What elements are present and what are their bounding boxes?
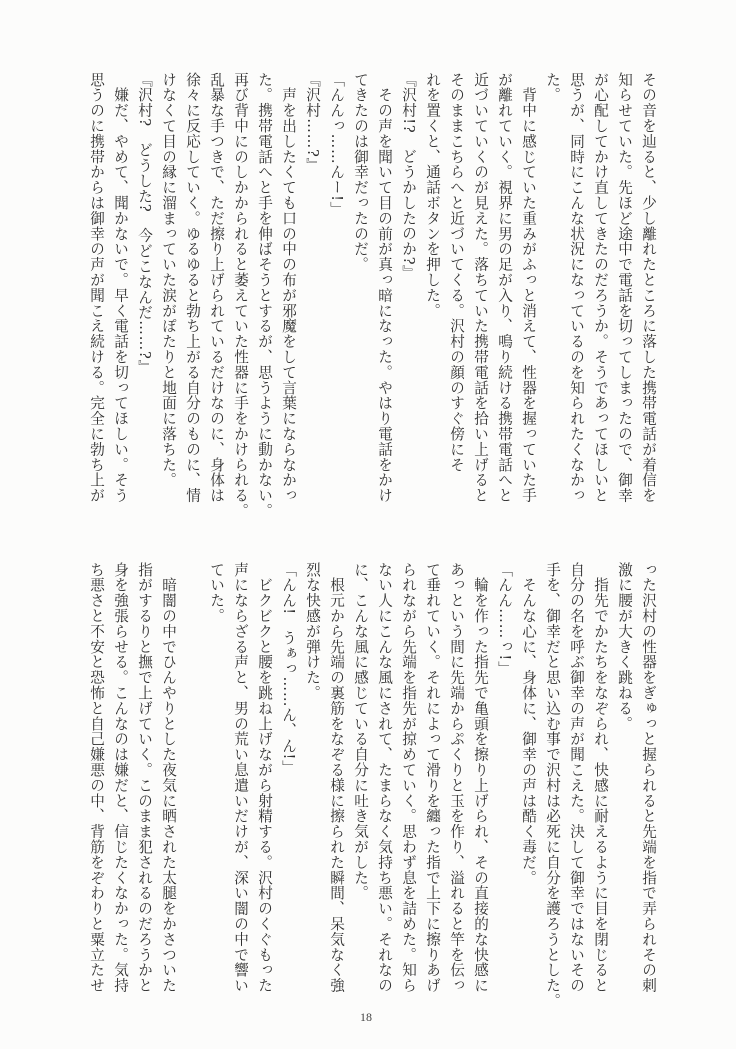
text-column: に、こんな風に感じている自分に吐き気がした。 <box>352 562 369 901</box>
text-column: 手を、御幸だと思い込む事で沢村は必死に自分を護ろうとした。 <box>544 562 561 1009</box>
text-column: ビクビクと腰を跳ね上げながら射精する。沢村のくぐもった <box>256 562 273 994</box>
text-column: あっという間に先端からぷくりと玉を作り、溢れると竿を伝っ <box>448 562 465 994</box>
text-column: 嫌だ、やめて、聞かないで。早く電話を切ってほしい。そう <box>112 72 129 504</box>
text-column: ち悪さと不安と恐怖と自己嫌悪の中、背筋をぞわりと粟立たせ <box>88 562 105 994</box>
text-column: られながら先端を指先が掠めていく。思わず息を詰めた。知ら <box>400 562 417 994</box>
text-column: 自分の名を呼ぶ御幸の声が聞こえた。決して御幸ではないその <box>568 562 585 994</box>
text-column: てきたのは御幸だったのだ。 <box>352 72 369 273</box>
text-column: が心配してかけ直してきたのだろうか。そうであってほしいと <box>592 72 609 504</box>
text-column: 思うのに携帯からは御幸の声が聞こえ続ける。完全に勃ち上が <box>88 72 105 504</box>
text-column: 激に腰が大きく跳ねる。 <box>616 562 633 732</box>
text-column: った沢村の性器をぎゅっと握られると先端を指で弄られその刺 <box>640 562 657 994</box>
text-column: 背中に感じていた重みがふっと消えて、性器を握っていた手 <box>520 72 537 504</box>
text-column: その音を辿ると、少し離れたところに落した携帯電話が着信を <box>640 72 657 504</box>
text-column <box>180 562 204 1002</box>
text-column: 「んん! うぁっ……ん、ん!」 <box>280 562 297 776</box>
text-column: ていた。 <box>208 562 225 624</box>
text-column: 『沢村……?』 <box>304 72 321 174</box>
text-column: 近づいていくのが見えた。落ちていた携帯電話を拾い上げると <box>472 72 489 504</box>
text-column: 声を出したくても口の中の布が邪魔をして言葉にならなかっ <box>280 72 297 504</box>
text-column: た。 <box>544 72 561 103</box>
text-column: 思うが、同時にこんな状況になっているのを知られたくなかっ <box>568 72 585 504</box>
page-number: 18 <box>360 1010 372 1024</box>
text-column: 徐々に反応していく。ゆるゆると勃ち上がる自分のものに、情 <box>184 72 201 504</box>
text-column: その声を聞いて目の前が真っ暗になった。やはり電話をかけ <box>376 72 393 504</box>
text-column: 指がするりと撫で上げていく。このまま犯されるのだろうかと <box>136 562 153 994</box>
text-column: が離れていく。視界に男の足が入り、鳴り続ける携帯電話へと <box>496 72 513 504</box>
text-column: 身を強張らせる。こんなのは嫌だと、信じたくなかった。気持 <box>112 562 129 994</box>
text-column: 指先でかたちをなぞられ、快感に耐えるように目を閉じると <box>592 562 609 994</box>
text-column: 知らせていた。先ほど途中で電話を切ってしまったので、御幸 <box>616 72 633 504</box>
text-column: 『沢村!? どうかしたのか?』 <box>400 72 417 281</box>
text-column: 『沢村? どうした? 今どこなんだ……?』 <box>136 72 153 376</box>
text-column: れを置くと、通話ボタンを押した。 <box>424 72 441 319</box>
text-column: 乱暴な手つきで、ただ擦り上げられているだけなのに、身体は <box>208 72 225 504</box>
text-column: 「んん……っ!」 <box>496 562 513 677</box>
text-column: そのままこちらへと近づいてくる。沢村の顔のすぐ傍にそ <box>448 72 465 473</box>
text-column: 「んんっ……んー!」 <box>328 72 345 218</box>
text-column: けなくて目の縁に溜まっていた涙がぽたりと地面に落ちた。 <box>160 72 177 488</box>
upper-text-block <box>84 72 660 532</box>
lower-text-block <box>84 562 660 1009</box>
text-column: 再び背中にのしかかられると萎えていた性器に手をかけられる。 <box>232 72 249 519</box>
text-column: 声にならざる声と、男の荒い息遣いだけが、深い闇の中で響い <box>232 562 249 994</box>
text-column: ない人にこんな風にされて、たまらなく気持ち悪い。それなの <box>376 562 393 994</box>
text-column: 輪を作った指先で亀頭を擦り上げられ、その直接的な快感に <box>472 562 489 994</box>
text-column: そんな心に、身体に、御幸の声は酷く毒だ。 <box>520 562 537 886</box>
text-column: 烈な快感が弾けた。 <box>304 562 321 701</box>
text-column: 暗闇の中でひんやりとした夜気に晒された太腿をかさついた <box>160 562 177 994</box>
text-column: た。携帯電話へと手を伸ばそうとするが、思うように動かない。 <box>256 72 273 519</box>
text-column: て垂れていく。それによって滑りを纏った指で上下に擦りあげ <box>424 562 441 994</box>
text-column: 根元から先端の裏筋をなぞる様に擦られた瞬間、呆気なく強 <box>328 562 345 994</box>
